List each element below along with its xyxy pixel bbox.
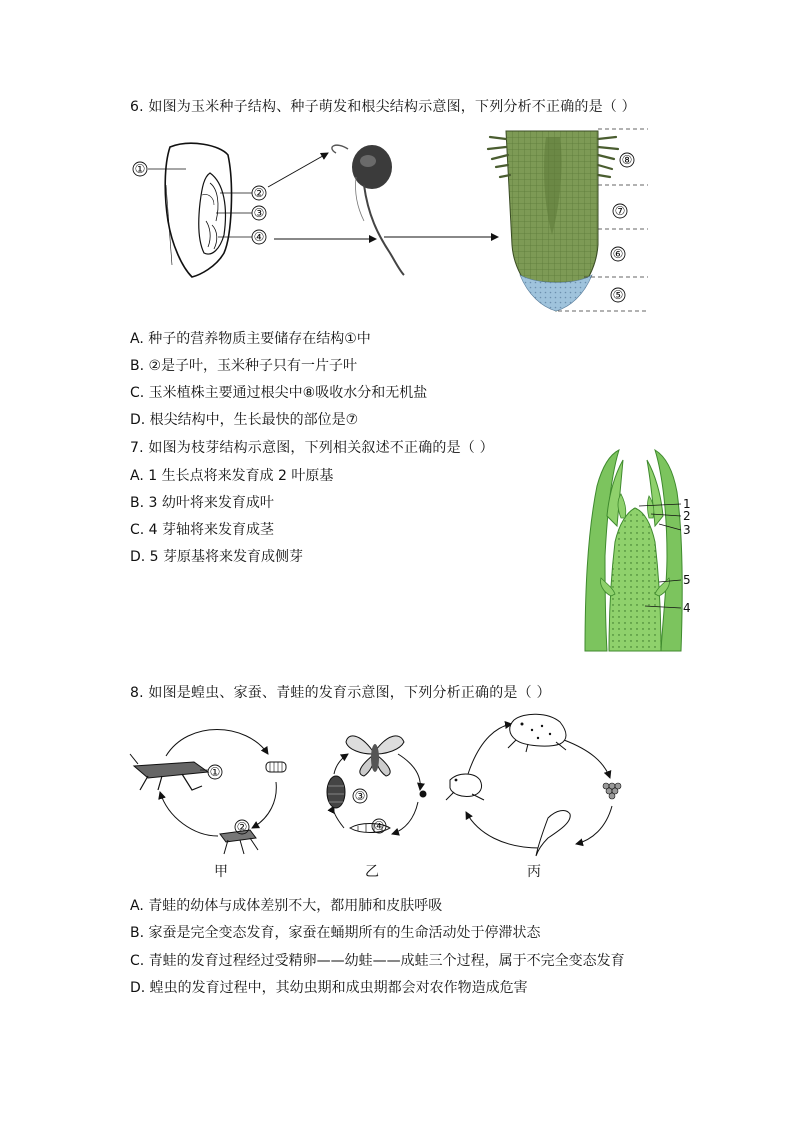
- q7-option-a: A. 1 生长点将来发育成 2 叶原基: [130, 468, 334, 484]
- label-cycle-2: ②: [236, 820, 248, 834]
- q7-option-b: B. 3 幼叶将来发育成叶: [130, 495, 274, 511]
- q6-figure: [128, 125, 648, 335]
- q7-option-c: C. 4 芽轴将来发育成茎: [130, 522, 275, 538]
- q6-option-b: B. ②是子叶，玉米种子只有一片子叶: [130, 358, 358, 374]
- label-8: ⑧: [621, 153, 633, 167]
- locust-cycle: [130, 730, 286, 855]
- label-bud-1: 1: [683, 497, 691, 511]
- label-bud-3: 3: [683, 523, 691, 537]
- label-6: ⑥: [612, 247, 624, 261]
- q7-stem: 7. 如图为枝芽结构示意图，下列相关叙述不正确的是（ ）: [130, 440, 494, 456]
- q8-option-b: B. 家蚕是完全变态发育，家蚕在蛹期所有的生命活动处于停滞状态: [130, 925, 541, 941]
- label-bud-5: 5: [683, 573, 691, 587]
- label-2: ②: [253, 186, 265, 200]
- label-bud-2: 2: [683, 509, 691, 523]
- q8-stem: 8. 如图是蝗虫、家蚕、青蛙的发育示意图，下列分析正确的是（ ）: [130, 685, 551, 701]
- germinating-seed-drawing: [332, 145, 404, 275]
- caption-bing: 丙: [527, 864, 541, 880]
- q7-shoot-bud-figure: [575, 446, 715, 656]
- caption-yi: 乙: [365, 864, 379, 880]
- q6-stem: 6. 如图为玉米种子结构、种子萌发和根尖结构示意图，下列分析不正确的是（ ）: [130, 99, 636, 115]
- q8-option-a: A. 青蛙的幼体与成体差别不大，都用肺和皮肤呼吸: [130, 898, 443, 914]
- q8-option-d: D. 蝗虫的发育过程中，其幼虫期和成虫期都会对农作物造成危害: [130, 980, 528, 996]
- label-5: ⑤: [612, 288, 624, 302]
- label-cycle-3: ③: [354, 789, 366, 803]
- label-7: ⑦: [614, 204, 626, 218]
- q8-option-c: C. 青蛙的发育过程经过受精卵——幼蛙——成蛙三个过程，属于不完全变态发育: [130, 953, 625, 969]
- label-cycle-4: ④: [373, 819, 385, 833]
- label-4: ④: [253, 230, 265, 244]
- corn-seed-drawing: [165, 143, 231, 277]
- label-bud-4: 4: [683, 601, 691, 615]
- frog-cycle: [446, 714, 621, 856]
- q8-figure: [128, 710, 638, 860]
- q7-option-d: D. 5 芽原基将来发育成侧芽: [130, 549, 304, 565]
- label-1: ①: [134, 162, 146, 176]
- label-cycle-1: ①: [209, 765, 221, 779]
- q6-option-a: A. 种子的营养物质主要储存在结构①中: [130, 331, 371, 347]
- label-3: ③: [253, 206, 265, 220]
- root-tip-drawing: [488, 131, 618, 311]
- q6-option-c: C. 玉米植株主要通过根尖中⑧吸收水分和无机盐: [130, 385, 428, 401]
- caption-jia: 甲: [214, 864, 228, 880]
- q6-option-d: D. 根尖结构中，生长最快的部位是⑦: [130, 412, 359, 428]
